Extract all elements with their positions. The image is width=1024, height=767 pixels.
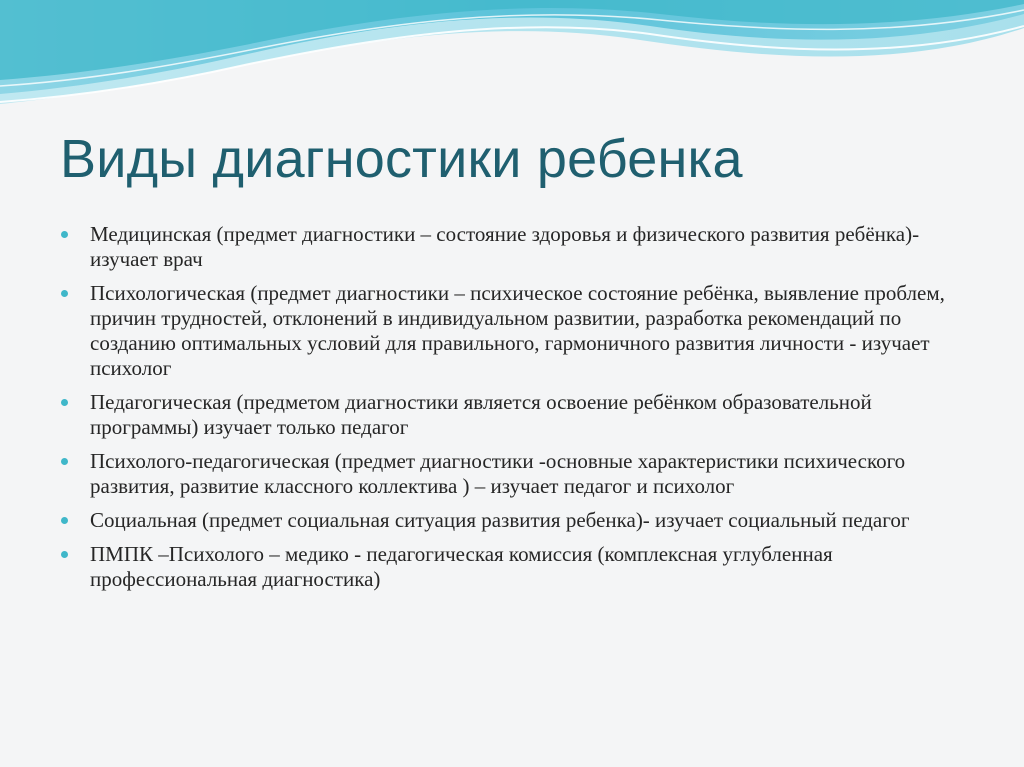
list-item [58, 449, 978, 499]
bullet-dot-icon [61, 290, 68, 297]
bullet-dot-icon [61, 231, 68, 238]
bullet-dot-icon [61, 551, 68, 558]
list-item [58, 390, 978, 440]
list-item-text: Педагогическая (предметом диагностики является освоение ребёнком образовательной программы) изучает только педагог [90, 390, 872, 439]
list-item-text: Медицинская (предмет диагностики – состояние здоровья и физического развития ребёнка)- изучает врач [90, 222, 920, 271]
list-item [58, 222, 978, 272]
bullet-dot-icon [61, 517, 68, 524]
list-item-text: Психолого-педагогическая (предмет диагностики -основные характеристики психического развития, развитие классного коллектива ) – изучает педагог и психолог [90, 449, 906, 498]
list-item [58, 508, 978, 533]
header-wave-decoration [0, 0, 1024, 120]
bullet-dot-icon [61, 458, 68, 465]
slide-title: Виды диагностики ребенка [60, 129, 743, 189]
list-item-text: ПМПК –Психолого – медико - педагогическая комиссия (комплексная углубленная профессиональная диагностика) [90, 542, 833, 591]
bullet-list [58, 222, 978, 601]
list-item [58, 281, 978, 381]
bullet-dot-icon [61, 399, 68, 406]
list-item [58, 542, 978, 592]
list-item-text: Социальная (предмет социальная ситуация развития ребенка)- изучает социальный педагог [90, 508, 910, 532]
list-item-text: Психологическая (предмет диагностики – психическое состояние ребёнка, выявление проблем, причин трудностей, отклонений в индивидуальном развитии, разработка рекомендаций по созданию оптимальных условий для правильного, гармоничного развития личности - изучает психолог [90, 281, 945, 380]
